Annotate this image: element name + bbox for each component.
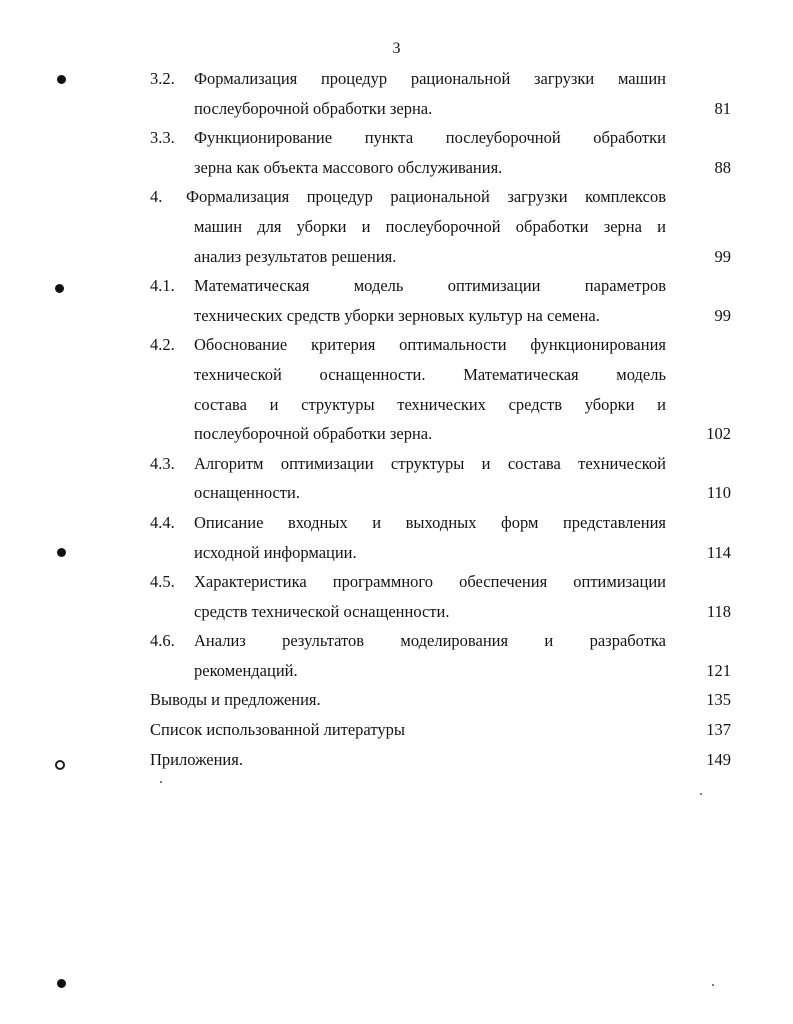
toc-line xyxy=(150,685,731,715)
toc-line xyxy=(150,182,731,212)
toc-entry-text: Список использованной литературы xyxy=(150,720,405,740)
toc-line xyxy=(150,330,731,360)
toc-entry-text: Математическая модель оптимизации параметров xyxy=(194,276,666,296)
toc-section-number: 4.1. xyxy=(150,276,175,296)
toc-page-number: 102 xyxy=(706,424,731,444)
toc-section-number: 4.3. xyxy=(150,453,175,473)
toc-entry xyxy=(150,449,731,508)
toc-entry xyxy=(150,567,731,626)
toc-line xyxy=(150,94,731,124)
toc-page-number: 118 xyxy=(706,601,731,621)
toc-line xyxy=(150,271,731,301)
toc-entry-text: Характеристика программного обеспечения оптимизации xyxy=(194,572,666,592)
punch-hole-mark xyxy=(57,548,66,557)
toc-page-number: 88 xyxy=(714,157,731,177)
toc-section-number: 4.5. xyxy=(150,572,175,592)
toc-page-number: 81 xyxy=(714,98,731,118)
toc-page-number: 99 xyxy=(714,246,731,266)
toc-line xyxy=(150,301,731,331)
toc-entry-text: состава и структуры технических средств уборки и xyxy=(194,394,666,414)
toc-entry xyxy=(150,182,731,271)
toc-entry-text: средств технической оснащенности. xyxy=(194,601,450,621)
toc-entry xyxy=(150,330,731,448)
toc-entry-text: рекомендаций. xyxy=(194,660,298,680)
toc-entry xyxy=(150,626,731,685)
toc-line xyxy=(150,715,731,745)
toc-entry xyxy=(150,508,731,567)
toc-line xyxy=(150,656,731,686)
toc-entry-text: Приложения. xyxy=(150,749,243,769)
toc-entry xyxy=(150,715,731,745)
punch-hole-mark xyxy=(57,979,66,988)
toc-page-number: 99 xyxy=(714,305,731,325)
toc-entry xyxy=(150,685,731,715)
toc-entry xyxy=(150,123,731,182)
toc-entry-text: Формализация процедур рациональной загрузки комплексов xyxy=(186,187,666,207)
toc-entry-text: технической оснащенности. Математическая модель xyxy=(194,364,666,384)
toc-entry-text: Алгоритм оптимизации структуры и состава технической xyxy=(194,453,666,473)
toc-page-number: 114 xyxy=(706,542,731,562)
toc-page-number: 135 xyxy=(706,690,731,710)
toc-entry-text: Функционирование пункта послеуборочной обработки xyxy=(194,128,666,148)
toc-entry-text: технических средств уборки зерновых культур на семена. xyxy=(194,305,600,325)
toc-line xyxy=(150,597,731,627)
toc-page-number: 110 xyxy=(706,483,731,503)
scan-speck xyxy=(700,793,702,795)
toc-section-number: 4.6. xyxy=(150,631,175,651)
toc-line xyxy=(150,390,731,420)
toc-line xyxy=(150,538,731,568)
punch-hole-mark xyxy=(55,284,64,293)
toc-entry-text: оснащенности. xyxy=(194,483,300,503)
toc-line xyxy=(150,419,731,449)
table-of-contents xyxy=(150,64,731,774)
toc-section-number: 4.4. xyxy=(150,512,175,532)
toc-page-number: 121 xyxy=(706,660,731,680)
toc-line xyxy=(150,626,731,656)
toc-entry-text: машин для уборки и послеуборочной обработки зерна и xyxy=(194,216,666,236)
punch-hole-mark xyxy=(57,75,66,84)
toc-line xyxy=(150,64,731,94)
toc-section-number: 3.3. xyxy=(150,128,175,148)
scan-speck xyxy=(712,984,714,986)
toc-line xyxy=(150,123,731,153)
toc-entry xyxy=(150,271,731,330)
page-number: 3 xyxy=(392,40,401,57)
punch-hole-mark xyxy=(55,760,65,770)
toc-line xyxy=(150,212,731,242)
toc-section-number: 4. xyxy=(150,187,163,207)
toc-line xyxy=(150,745,731,775)
toc-entry-text: исходной информации. xyxy=(194,542,357,562)
toc-entry-text: Выводы и предложения. xyxy=(150,690,321,710)
toc-entry xyxy=(150,745,731,775)
toc-entry-text: зерна как объекта массового обслуживания. xyxy=(194,157,503,177)
toc-entry-text: послеуборочной обработки зерна. xyxy=(194,98,433,118)
toc-entry-text: Обоснование критерия оптимальности функционирования xyxy=(194,335,666,355)
toc-line xyxy=(150,567,731,597)
toc-line xyxy=(150,508,731,538)
toc-line xyxy=(150,360,731,390)
toc-entry-text: Описание входных и выходных форм представления xyxy=(194,512,666,532)
toc-entry-text: Анализ результатов моделирования и разработка xyxy=(194,631,666,651)
toc-section-number: 4.2. xyxy=(150,335,175,355)
toc-line xyxy=(150,449,731,479)
toc-page-number: 149 xyxy=(706,749,731,769)
toc-line xyxy=(150,242,731,272)
toc-page-number: 137 xyxy=(706,720,731,740)
toc-line xyxy=(150,153,731,183)
toc-line xyxy=(150,478,731,508)
toc-entry xyxy=(150,64,731,123)
toc-entry-text: Формализация процедур рациональной загрузки машин xyxy=(194,69,666,88)
toc-section-number: 3.2. xyxy=(150,69,175,88)
toc-entry-text: анализ результатов решения. xyxy=(194,246,397,266)
toc-entry-text: послеуборочной обработки зерна. xyxy=(194,424,433,444)
scan-speck xyxy=(160,781,162,783)
